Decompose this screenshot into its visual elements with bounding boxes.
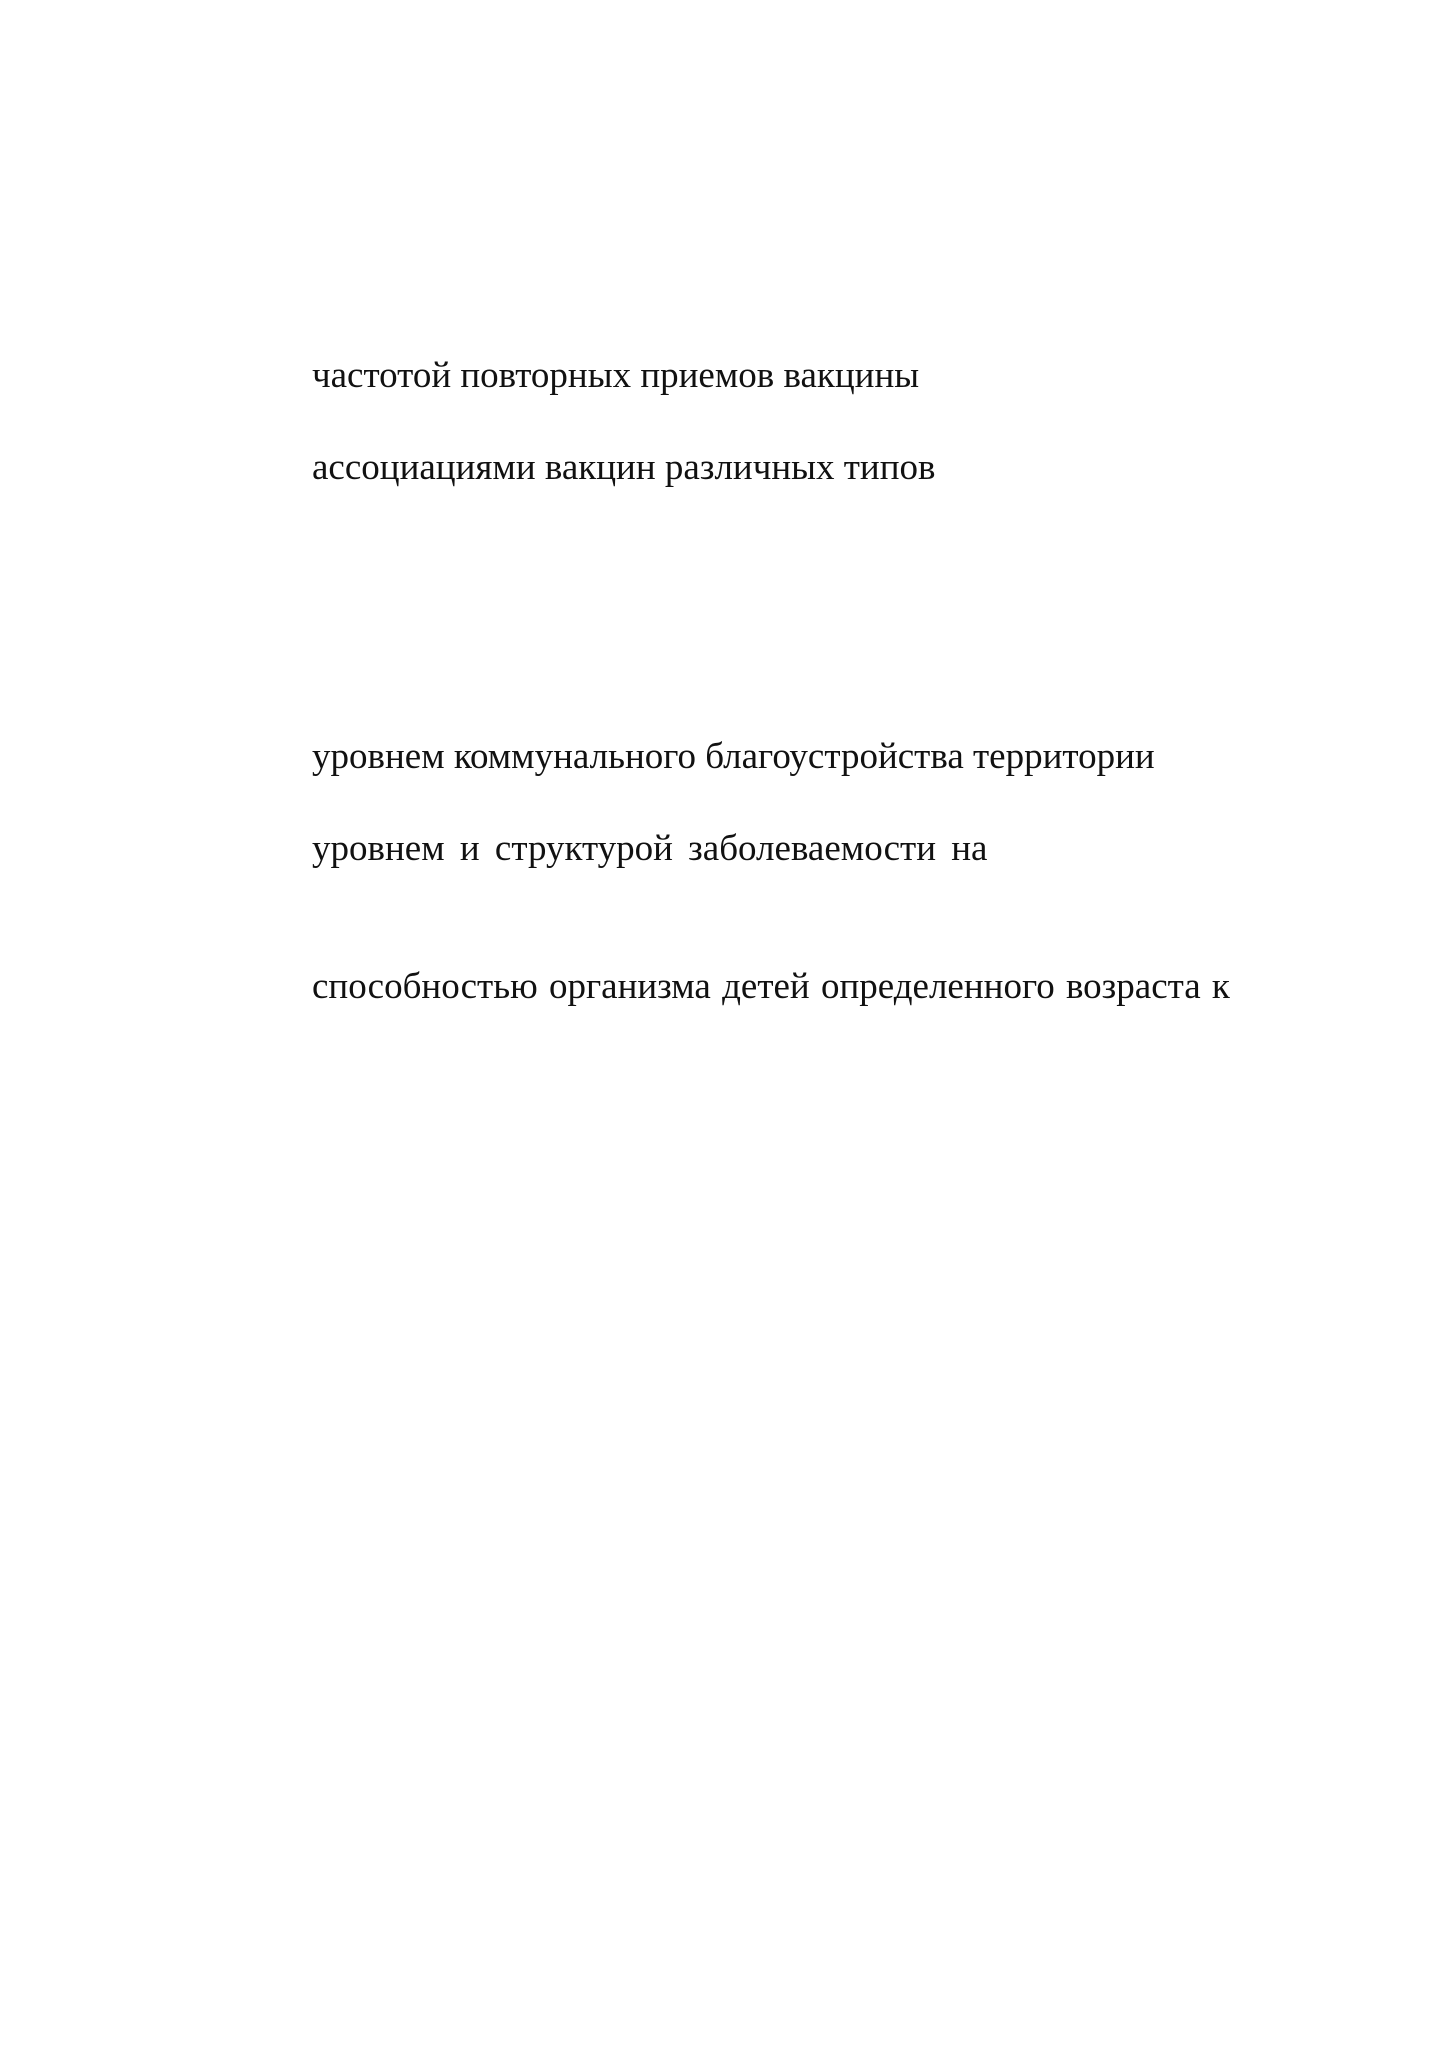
text-line-communal-improvement: уровнем коммунального благоустройства территории — [312, 736, 1155, 777]
text-line-children-ability: способностью организма детей определенного возраста к — [312, 966, 1230, 1007]
text-line-morbidity-structure: уровнем и структурой заболеваемости на — [312, 828, 988, 869]
text-line-vaccine-associations: ассоциациями вакцин различных типов — [312, 447, 936, 488]
text-line-repeat-vaccine-frequency: частотой повторных приемов вакцины — [312, 355, 920, 396]
